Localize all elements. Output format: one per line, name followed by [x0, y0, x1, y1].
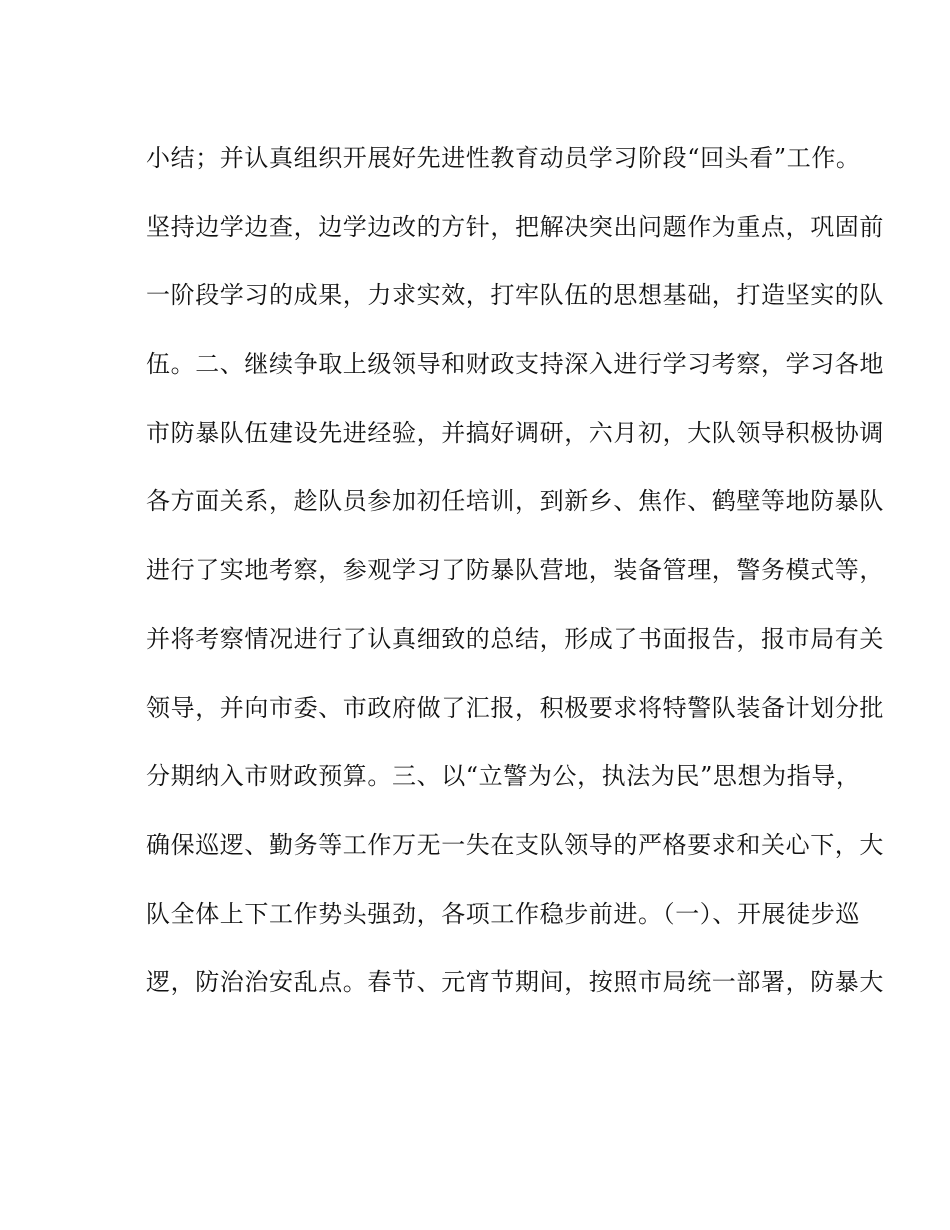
body-text: [146, 138, 884, 1031]
text-line: 各方面关系，趁队员参加初任培训，到新乡、焦作、鹤壁等地防暴队: [146, 487, 884, 516]
text-line: 逻，防治治安乱点。春节、元宵节期间，按照市局统一部署，防暴大: [146, 968, 884, 997]
text-line: 分期纳入市财政预算。三、以“立警为公，执法为民”思想为指导，: [146, 762, 861, 791]
text-line: 队全体上下工作势头强劲，各项工作稳步前进。（一）、开展徒步巡: [146, 899, 860, 928]
text-line: 伍。二、继续争取上级领导和财政支持深入进行学习考察，学习各地: [146, 350, 884, 379]
text-line: 并将考察情况进行了认真细致的总结，形成了书面报告，报市局有关: [146, 624, 884, 653]
text-line: 确保巡逻、勤务等工作万无一失在支队领导的严格要求和关心下，大: [146, 830, 884, 859]
text-line: 一阶段学习的成果，力求实效，打牢队伍的思想基础，打造坚实的队: [146, 281, 884, 310]
text-line: 领导，并向市委、市政府做了汇报，积极要求将特警队装备计划分批: [146, 693, 884, 722]
text-line: 进行了实地考察，参观学习了防暴队营地，装备管理，警务模式等，: [146, 556, 884, 585]
text-line: 市防暴队伍建设先进经验，并搞好调研，六月初，大队领导积极协调: [146, 418, 884, 447]
text-line: 坚持边学边查，边学边改的方针，把解决突出问题作为重点，巩固前: [146, 212, 884, 241]
text-line: 小结；并认真组织开展好先进性教育动员学习阶段“回头看”工作。: [146, 144, 861, 172]
